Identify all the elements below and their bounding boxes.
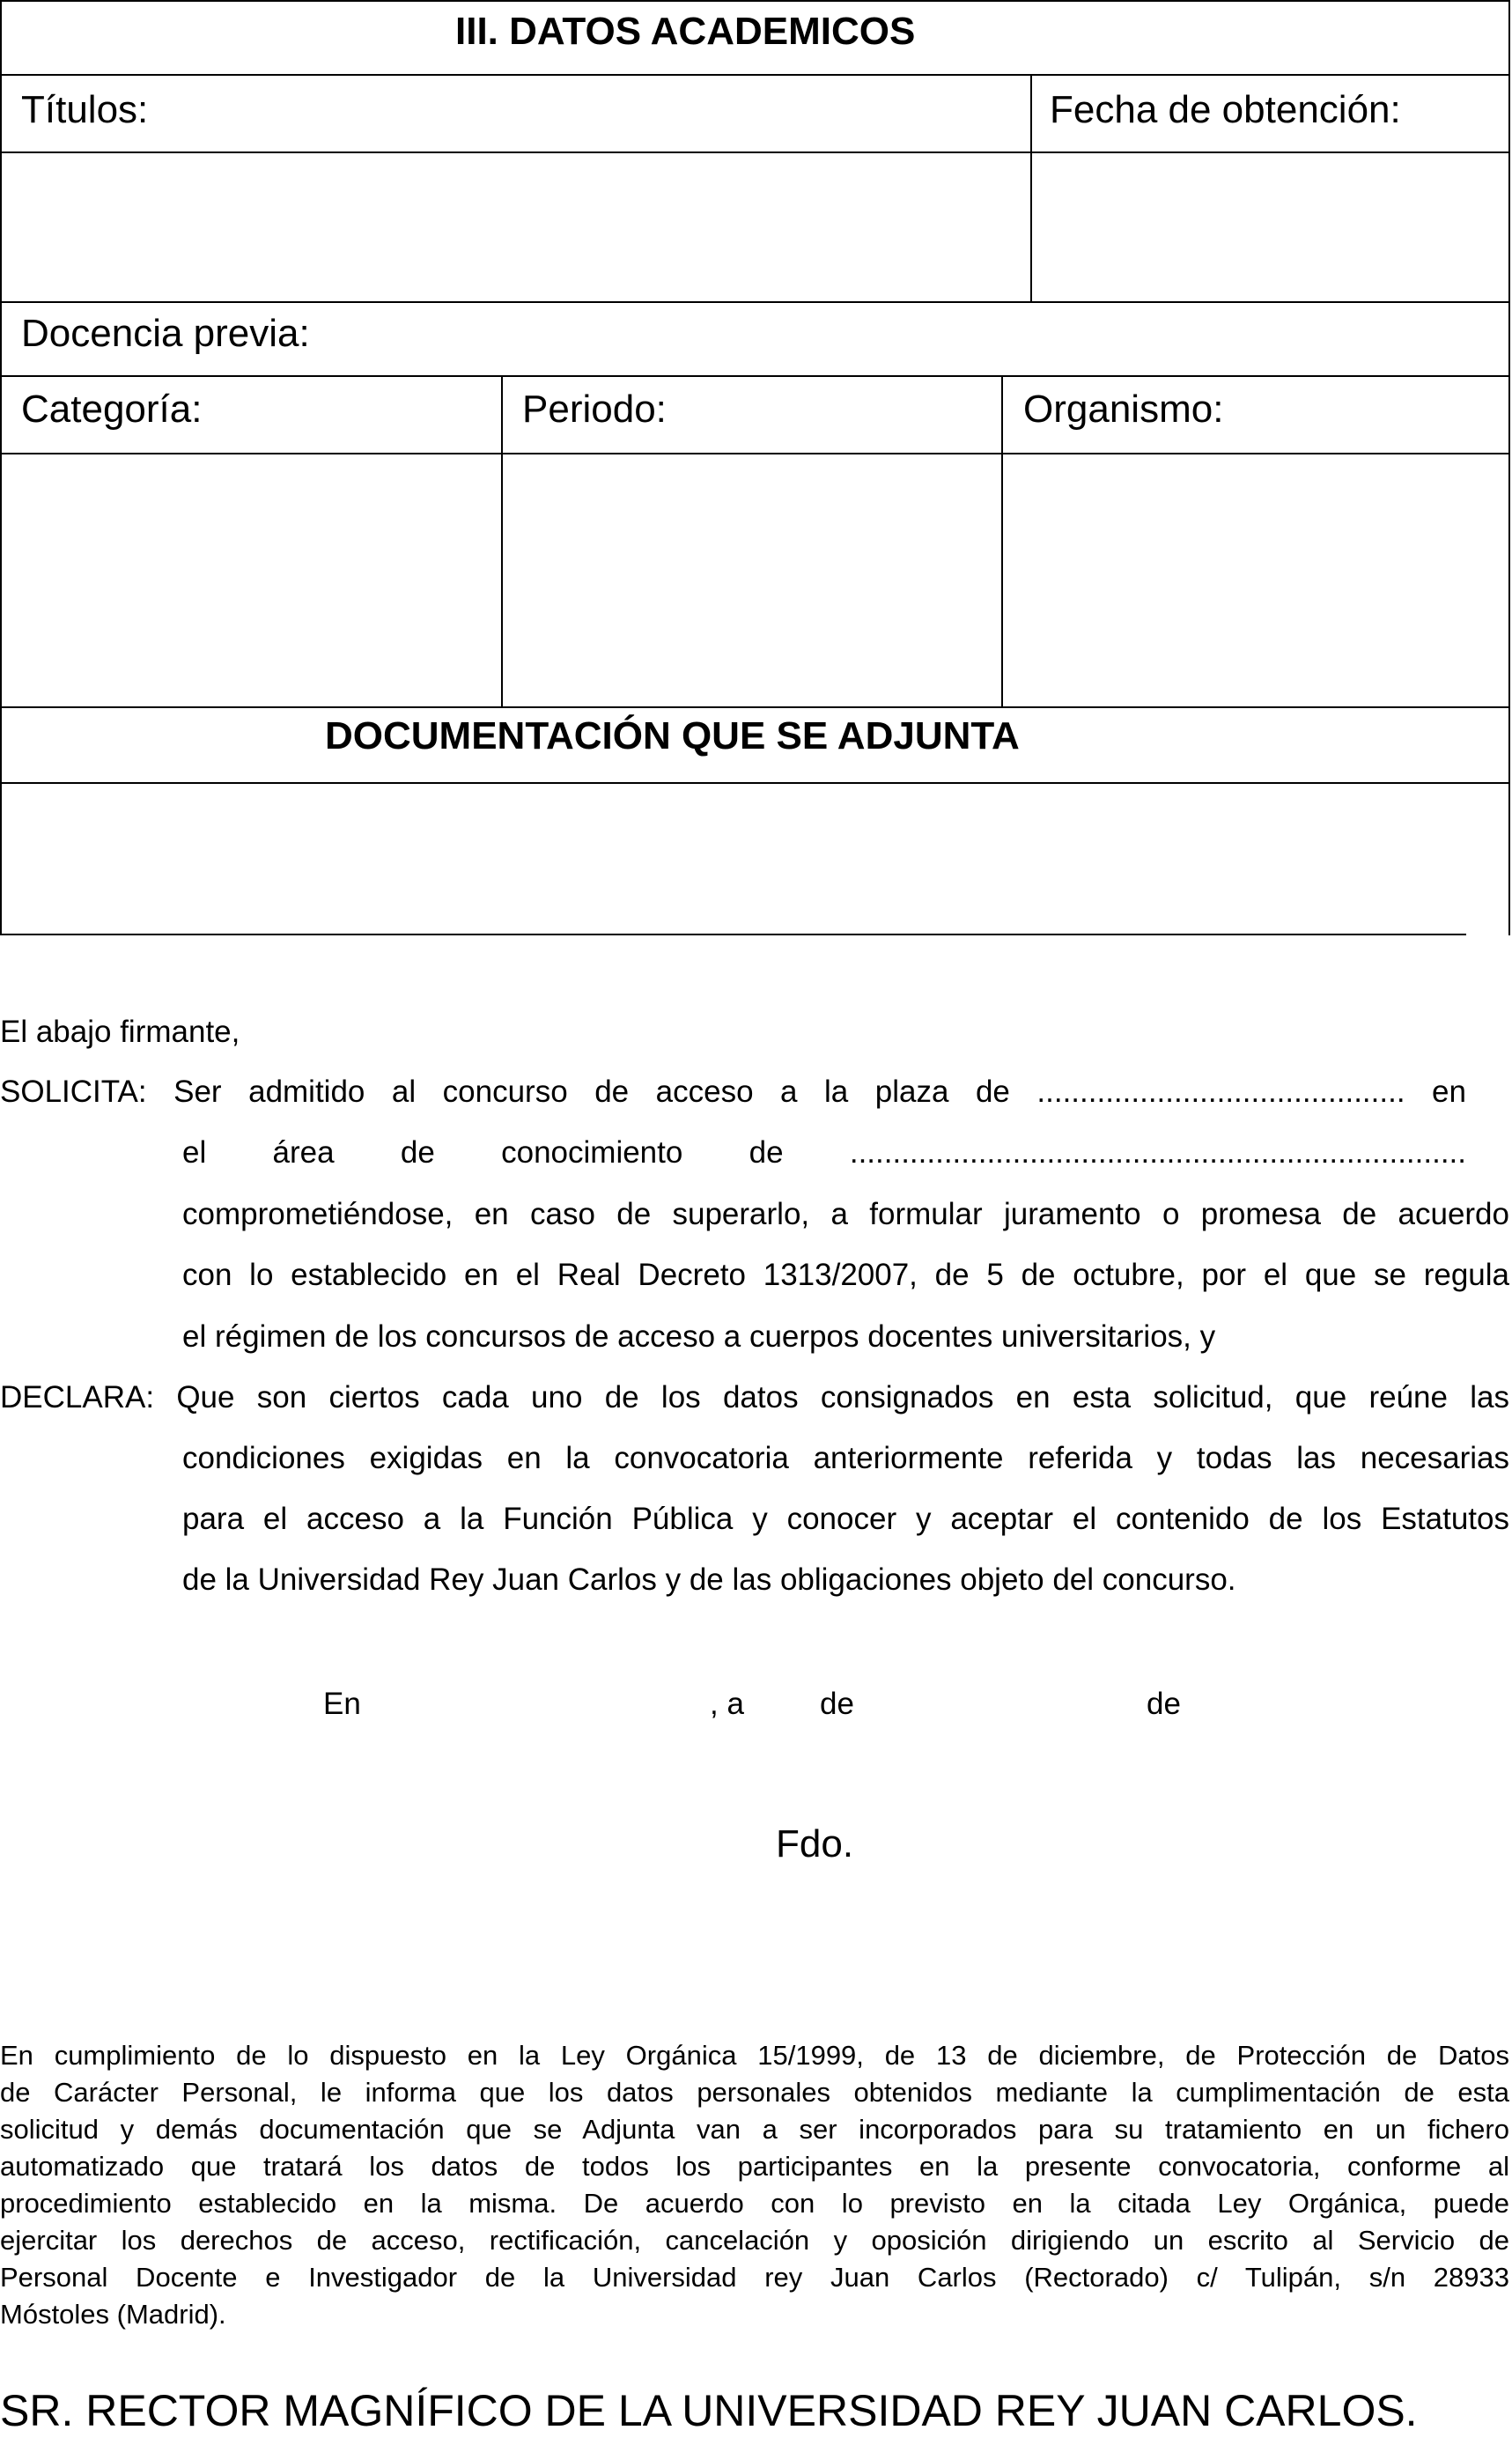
solicita-line: con lo establecido en el Real Decreto 1313/2007, de 5 de octubre, por el que se regula bbox=[182, 1258, 1509, 1292]
intro-text: El abajo firmante, bbox=[0, 1015, 240, 1049]
table-right-border bbox=[1508, 0, 1510, 935]
periodo-label: Periodo: bbox=[522, 388, 667, 431]
privacy-line: procedimiento establecido en la misma. De acuerdo con lo previsto en la citada Ley Orgánica, puede bbox=[0, 2188, 1509, 2219]
fecha-entry-field[interactable] bbox=[1032, 153, 1508, 301]
declara-line: condiciones exigidas en la convocatoria anteriormente referida y todas las necesarias bbox=[182, 1441, 1509, 1475]
declara-line: para el acceso a la Función Pública y conocer y aceptar el contenido de los Estatutos bbox=[182, 1502, 1509, 1536]
date-de-label: de bbox=[820, 1687, 854, 1721]
privacy-line: de Carácter Personal, le informa que los datos personales obtenidos mediante la cumplimentación de esta bbox=[0, 2077, 1509, 2108]
declara-line: de la Universidad Rey Juan Carlos y de las obligaciones objeto del concurso. bbox=[182, 1562, 1236, 1597]
privacy-line: Móstoles (Madrid). bbox=[0, 2299, 226, 2330]
organismo-entry-field[interactable] bbox=[1003, 454, 1508, 706]
organismo-label: Organismo: bbox=[1023, 388, 1224, 431]
table-divider bbox=[0, 375, 1510, 377]
place-entry-field[interactable] bbox=[370, 1682, 704, 1723]
addressee: SR. RECTOR MAGNÍFICO DE LA UNIVERSIDAD REY JUAN CARLOS. bbox=[0, 2386, 1418, 2435]
signature-label: Fdo. bbox=[776, 1822, 854, 1865]
month-entry-field[interactable] bbox=[867, 1682, 1140, 1723]
privacy-line: Personal Docente e Investigador de la Universidad rey Juan Carlos (Rectorado) c/ Tulipán, s/n 28933 bbox=[0, 2262, 1509, 2293]
table-divider bbox=[0, 74, 1510, 76]
date-a-label: , a bbox=[710, 1687, 744, 1721]
privacy-line: automatizado que tratará los datos de todos los participantes en la presente convocatoria, conforme al bbox=[0, 2151, 1509, 2182]
periodo-entry-field[interactable] bbox=[503, 454, 1001, 706]
solicita-line: comprometiéndose, en caso de superarlo, a formular juramento o promesa de acuerdo bbox=[182, 1197, 1509, 1231]
section-title: III. DATOS ACADEMICOS bbox=[455, 10, 916, 53]
place-en-label: En bbox=[323, 1687, 361, 1721]
privacy-line: ejercitar los derechos de acceso, rectificación, cancelación y oposición dirigiendo un escrito al Servicio de bbox=[0, 2225, 1509, 2256]
table-top-border bbox=[0, 0, 1510, 2]
documentacion-title: DOCUMENTACIÓN QUE SE ADJUNTA bbox=[325, 714, 1020, 757]
signature-entry-field[interactable] bbox=[863, 1814, 1303, 1867]
fecha-obtencion-label: Fecha de obtención: bbox=[1050, 88, 1401, 131]
categoria-label: Categoría: bbox=[21, 388, 203, 431]
table-divider bbox=[0, 706, 1510, 708]
declara-line: DECLARA: Que son ciertos cada uno de los datos consignados en esta solicitud, que reúne las bbox=[0, 1380, 1509, 1415]
solicita-line: el régimen de los concursos de acceso a cuerpos docentes universitarios, y bbox=[182, 1319, 1216, 1354]
date-de-label: de bbox=[1147, 1687, 1181, 1721]
day-entry-field[interactable] bbox=[757, 1682, 815, 1723]
titulos-entry-field[interactable] bbox=[2, 153, 1029, 301]
privacy-line: solicitud y demás documentación que se Adjunta van a ser incorporados para su tratamiento en un fichero bbox=[0, 2114, 1509, 2145]
year-entry-field[interactable] bbox=[1191, 1682, 1367, 1723]
table-bottom-border bbox=[0, 934, 1466, 935]
solicita-line: SOLICITA: Ser admitido al concurso de acceso a la plaza de ........................................... en bbox=[0, 1075, 1466, 1109]
table-divider bbox=[0, 301, 1510, 303]
categoria-entry-field[interactable] bbox=[2, 454, 501, 706]
solicita-line: el área de conocimiento de ........................................................................ bbox=[182, 1135, 1466, 1170]
documentacion-entry-field[interactable] bbox=[2, 784, 1508, 934]
titulos-label: Títulos: bbox=[21, 88, 149, 131]
privacy-line: En cumplimiento de lo dispuesto en la Ley Orgánica 15/1999, de 13 de diciembre, de Protección de Datos bbox=[0, 2040, 1509, 2071]
docencia-previa-label: Docencia previa: bbox=[21, 312, 310, 355]
